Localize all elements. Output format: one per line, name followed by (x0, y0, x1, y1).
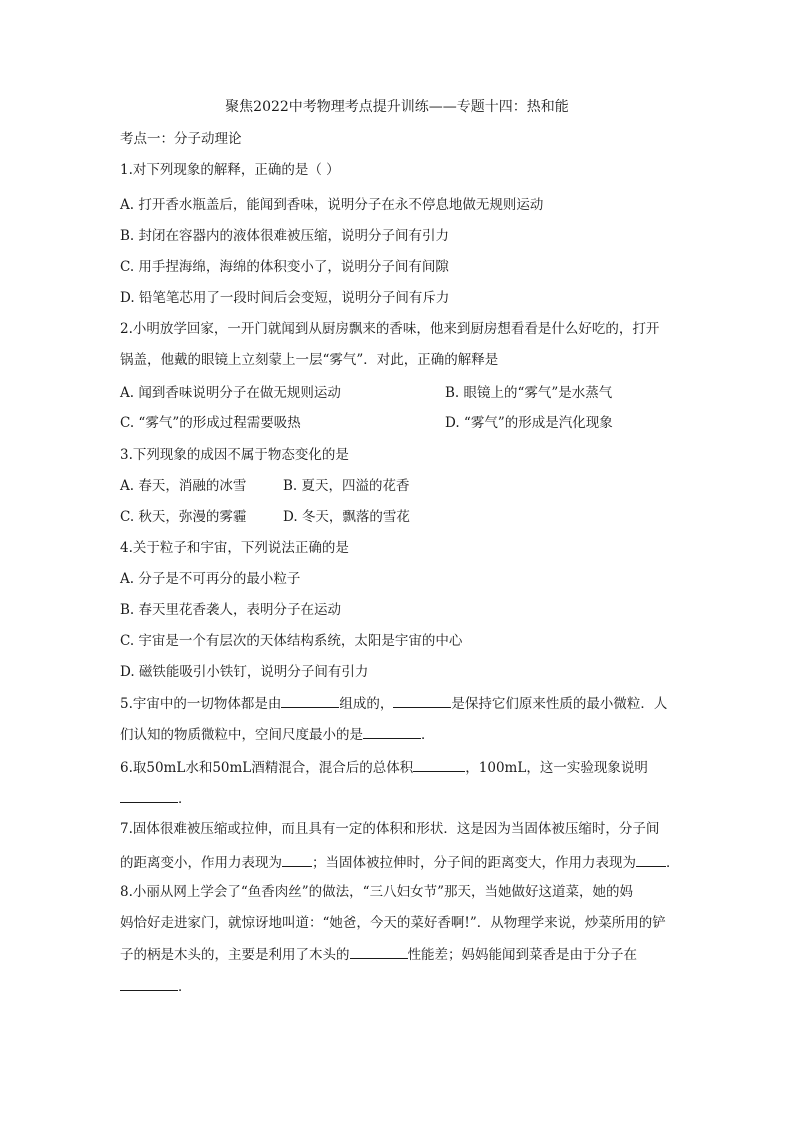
q6-line1 (120, 758, 648, 777)
q3-option-a: A. 春天，消融的冰雪 (120, 478, 247, 494)
q5-blank-3 (363, 725, 421, 739)
q1-option-c: C. 用手捏海绵，海绵的体积变小了，说明分子间有间隙 (120, 259, 449, 275)
q7-line2 (120, 853, 680, 872)
q3-option-b: B. 夏天，四溢的花香 (283, 478, 410, 494)
q2-option-c: C. “雾气”的形成过程需要吸热 (120, 415, 301, 431)
q5-text-5: ． (421, 727, 435, 743)
q8-line3 (120, 945, 637, 964)
q6-text-1: 6.取50mL水和50mL酒精混合，混合后的总体积 (120, 760, 414, 776)
q1-option-a: A. 打开香水瓶盖后，能闻到香味，说明分子在永不停息地做无规则运动 (120, 197, 544, 213)
q7-text-2: 的距离变小，作用力表现为 (120, 855, 282, 871)
q5-blank-2 (393, 694, 451, 708)
q5-line1 (120, 694, 667, 713)
q5-line2 (120, 725, 435, 744)
q6-text-2: ，100mL，这一实验现象说明 (465, 760, 648, 776)
q1-stem: 1.对下列现象的解释，正确的是（ ） (120, 162, 340, 178)
q7-text-3: ；当固体被拉伸时，分子间的距离变大，作用力表现为 (312, 855, 636, 871)
q4-option-d: D. 磁铁能吸引小铁钉，说明分子间有引力 (120, 664, 369, 680)
q2-stem-line2: 锅盖，他戴的眼镜上立刻蒙上一层“雾气”．对此，正确的解释是 (120, 352, 499, 368)
q8-blank-2 (120, 977, 178, 991)
q4-option-c: C. 宇宙是一个有层次的天体结构系统，太阳是宇宙的中心 (120, 633, 463, 649)
q8-line2: 妈恰好走进家门，就惊讶地叫道：“她爸，今天的菜好香啊!”．从物理学来说，炒菜所用的铲 (120, 915, 666, 931)
q7-text-4: ． (666, 855, 680, 871)
q2-row1 (120, 384, 341, 402)
q3-option-c: C. 秋天，弥漫的雾霾 (120, 509, 247, 525)
q8-blank-1 (350, 945, 408, 959)
q5-text-1: 5.宇宙中的一切物体都是由 (120, 696, 282, 712)
q6-text-3: ． (178, 791, 192, 807)
q5-text-3: 是保持它们原来性质的最小微粒．人 (451, 696, 668, 712)
q1-option-d: D. 铅笔笔芯用了一段时间后会变短，说明分子间有斥力 (120, 290, 450, 306)
q5-text-2: 组成的， (339, 696, 394, 712)
q7-line1: 7.固体很难被压缩或拉伸，而且具有一定的体积和形状．这是因为当固体被压缩时，分子间 (120, 821, 660, 837)
q2-option-d: D. “雾气”的形成是汽化现象 (445, 415, 613, 431)
q4-stem: 4.关于粒子和宇宙，下列说法正确的是 (120, 540, 349, 556)
q2-option-a: A. 闻到香味说明分子在做无规则运动 (120, 385, 341, 401)
q4-option-b: B. 春天里花香袭人，表明分子在运动 (120, 602, 342, 618)
q6-line2 (120, 789, 192, 808)
q8-text-4: 性能差；妈妈能闻到菜香是由于分子在 (407, 947, 637, 963)
q3-stem: 3.下列现象的成因不属于物态变化的是 (120, 447, 349, 463)
q7-blank-2 (636, 853, 666, 867)
q5-text-4: 们认知的物质微粒中，空间尺度最小的是 (120, 727, 363, 743)
q5-blank-1 (281, 694, 339, 708)
q2-stem-line1: 2.小明放学回家，一开门就闻到从厨房飘来的香味，他来到厨房想看看是什么好吃的，打开 (120, 321, 660, 337)
q1-option-b: B. 封闭在容器内的液体很难被压缩，说明分子间有引力 (120, 228, 450, 244)
q8-text-5: ． (178, 979, 192, 995)
q6-blank-2 (120, 789, 178, 803)
page-title: 聚焦2022中考物理考点提升训练——专题十四：热和能 (225, 99, 569, 115)
section-heading: 考点一：分子动理论 (120, 131, 242, 147)
q8-line1: 8.小丽从网上学会了“鱼香肉丝”的做法，“三八妇女节”那天，当她做好这道菜，她的妈 (120, 884, 633, 900)
q2-option-b: B. 眼镜上的“雾气”是水蒸气 (445, 385, 613, 401)
q3-option-d: D. 冬天，飘落的雪花 (283, 509, 410, 525)
q4-option-a: A. 分子是不可再分的最小粒子 (120, 571, 301, 587)
q8-text-3: 子的柄是木头的，主要是利用了木头的 (120, 947, 350, 963)
q7-blank-1 (282, 853, 312, 867)
q8-line4 (120, 977, 192, 996)
q6-blank-1 (413, 758, 465, 772)
